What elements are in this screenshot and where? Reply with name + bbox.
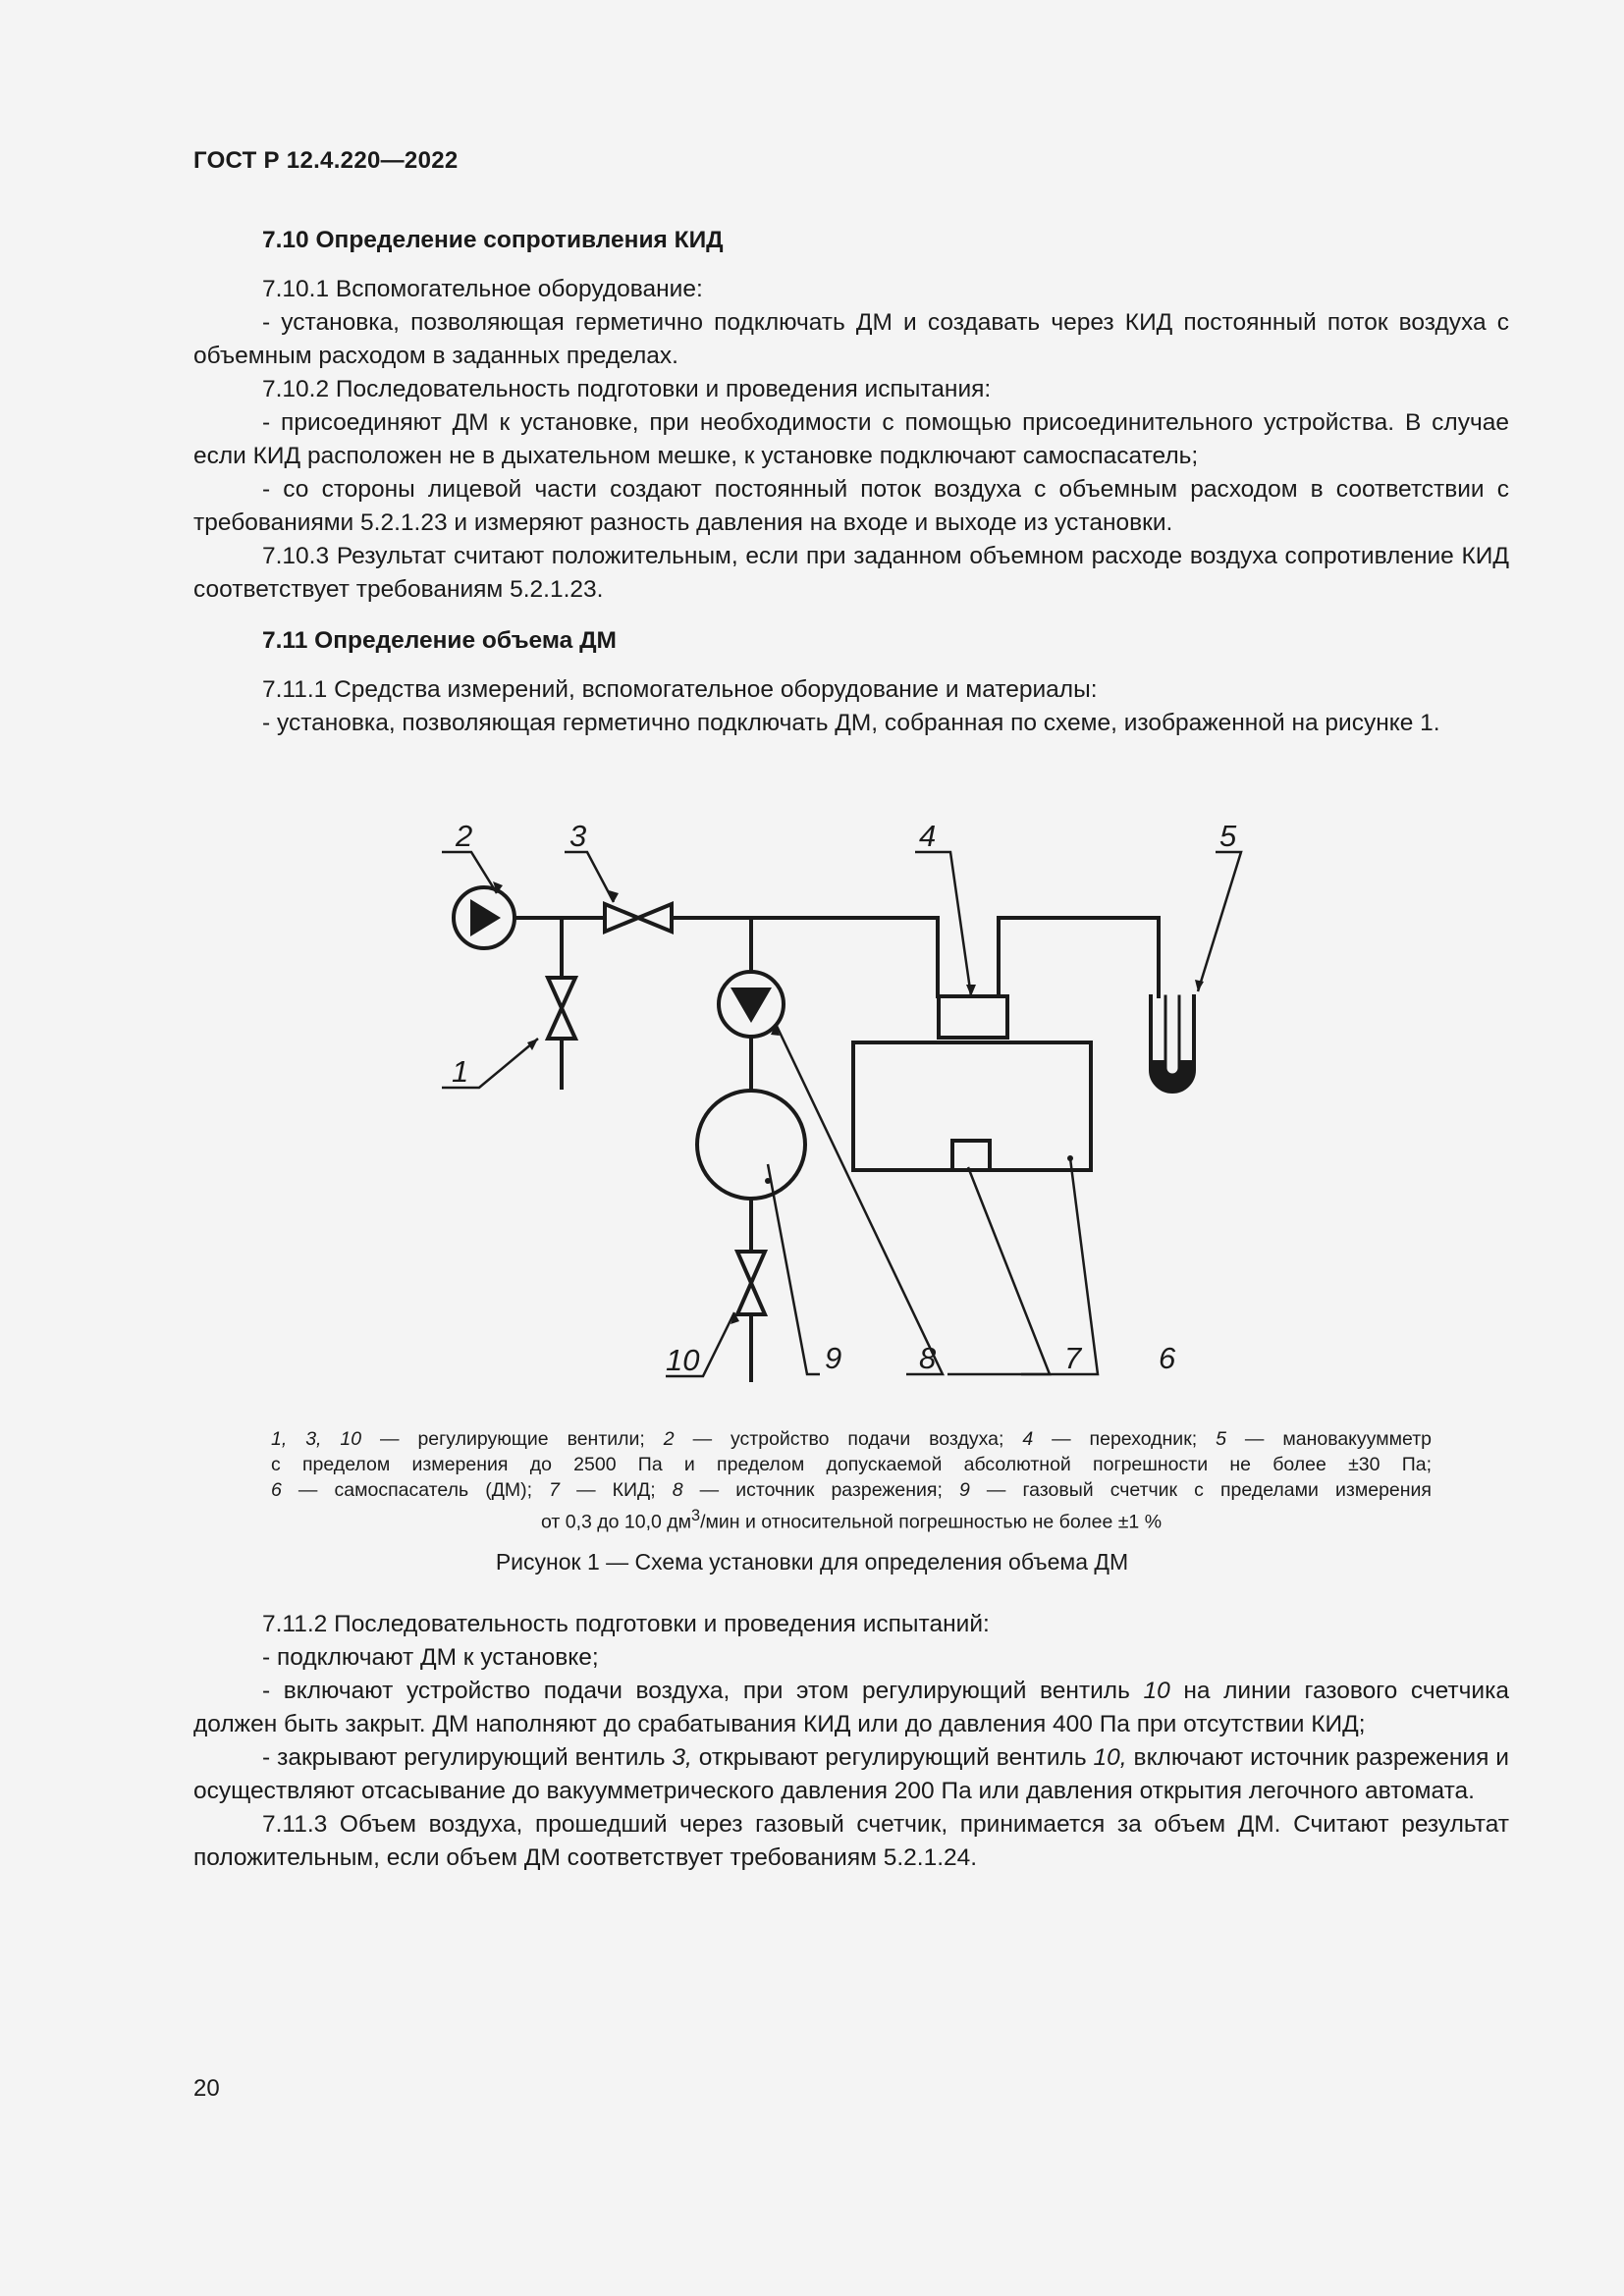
paragraph: - закрывают регулирующий вентиль 3, открывают регулирующий вентиль 10, включают источник разрежения и осуществляют отсасывание до вакуумметрического давления 200 Па или давления открытия легочного автомата. — [193, 1744, 1509, 1804]
paragraph: 7.11.3 Объем воздуха, прошедший через газовый счетчик, принимается за объем ДМ. Считают результат положительным, если объем ДМ соответствует требованиям 5.2.1.24. — [193, 1811, 1509, 1871]
leader-line-4 — [915, 852, 971, 996]
self-rescuer-box — [853, 1042, 1091, 1170]
kid-valve-box — [952, 1141, 990, 1170]
paragraph: 7.10.3 Результат считают положительным, если при заданном объемном расходе воздуха сопротивление КИД соответствует требованиям 5.2.1.23. — [193, 543, 1509, 603]
adapter-box — [939, 996, 1007, 1038]
valve-10-icon — [737, 1252, 765, 1314]
paragraph: - со стороны лицевой части создают постоянный поток воздуха с объемным расходом в соответствии с требованиями 5.2.1.23 и измеряют разность давления на входе и выходе из установки. — [193, 476, 1509, 536]
label-6: 6 — [1159, 1341, 1176, 1375]
legend-line: 1, 3, 10 — регулирующие вентили; 2 — устройство подачи воздуха; 4 — переходник; 5 — мановакуумметр — [271, 1428, 1432, 1450]
legend-line: от 0,3 до 10,0 $дм^3$/мин и относительной погрешностью не более ±1 % — [540, 1507, 1163, 1533]
leader-line-3 — [565, 852, 614, 902]
paragraph: - установка, позволяющая герметично подключать ДМ и создавать через КИД постоянный поток воздуха с объемным расходом в заданных пределах. — [193, 309, 1509, 369]
label-4: 4 — [919, 819, 937, 853]
paragraph: - включают устройство подачи воздуха, при этом регулирующий вентиль 10 на линии газового счетчика должен быть закрыт. ДМ наполняют до срабатывания КИД или до давления 400 Па при отсутствии КИД; — [193, 1678, 1509, 1737]
label-7: 7 — [1064, 1341, 1082, 1375]
label-2: 2 — [456, 819, 473, 853]
figure-legend — [271, 1426, 1432, 1535]
leader-line-5 — [1198, 852, 1241, 991]
valve-3-icon — [605, 904, 672, 932]
leader-line-7 — [947, 1167, 1050, 1374]
paragraph: 7.10.1 Вспомогательное оборудование: — [262, 276, 703, 302]
page-number: 20 — [193, 2075, 220, 2102]
figure-caption: Рисунок 1 — Схема установки для определения объема ДМ — [495, 1549, 1129, 1575]
leader-line-8 — [776, 1024, 943, 1374]
pump-arrow — [470, 899, 501, 936]
paragraph: - присоединяют ДМ к установке, при необходимости с помощью присоединительного устройства. В случае если КИД расположен не в дыхательном мешке, к установке подключают самоспасатель; — [193, 409, 1509, 469]
section-7-10 — [193, 224, 1509, 607]
label-3: 3 — [569, 819, 587, 853]
paragraph: - подключают ДМ к установке; — [262, 1644, 599, 1671]
paragraph: 7.10.2 Последовательность подготовки и проведения испытания: — [262, 376, 992, 402]
section-7-11-continued — [193, 1608, 1509, 1875]
gas-meter-icon — [697, 1091, 805, 1199]
label-5: 5 — [1219, 819, 1237, 853]
label-8: 8 — [919, 1341, 937, 1375]
section-7-11 — [193, 624, 1509, 740]
section-7-11-title: 7.11 Определение объема ДМ — [262, 627, 617, 654]
vacuum-arrow — [731, 988, 772, 1023]
paragraph: - установка, позволяющая герметично подключать ДМ, собранная по схеме, изображенной на рисунке 1. — [262, 710, 1440, 736]
label-1: 1 — [452, 1054, 469, 1089]
leader-line-9 — [768, 1164, 820, 1374]
document-header: ГОСТ Р 12.4.220—2022 — [193, 147, 459, 174]
schematic-diagram — [412, 803, 1237, 1392]
paragraph: 7.11.2 Последовательность подготовки и проведения испытаний: — [262, 1611, 990, 1637]
legend-line: с пределом измерения до 2500 Па и пределом допускаемой абсолютной погрешности не более ±30 Па; — [271, 1454, 1432, 1475]
figure-1-schematic — [412, 803, 1237, 1392]
label-10: 10 — [666, 1343, 700, 1377]
section-7-10-title: 7.10 Определение сопротивления КИД — [262, 227, 724, 253]
legend-line: 6 — самоспасатель (ДМ); 7 — КИД; 8 — источник разрежения; 9 — газовый счетчик с пределами измерения — [271, 1479, 1432, 1501]
valve-1-icon — [548, 978, 575, 1039]
paragraph: 7.11.1 Средства измерений, вспомогательное оборудование и материалы: — [262, 676, 1098, 703]
label-9: 9 — [825, 1341, 842, 1375]
leader-line-6 — [1021, 1158, 1098, 1374]
